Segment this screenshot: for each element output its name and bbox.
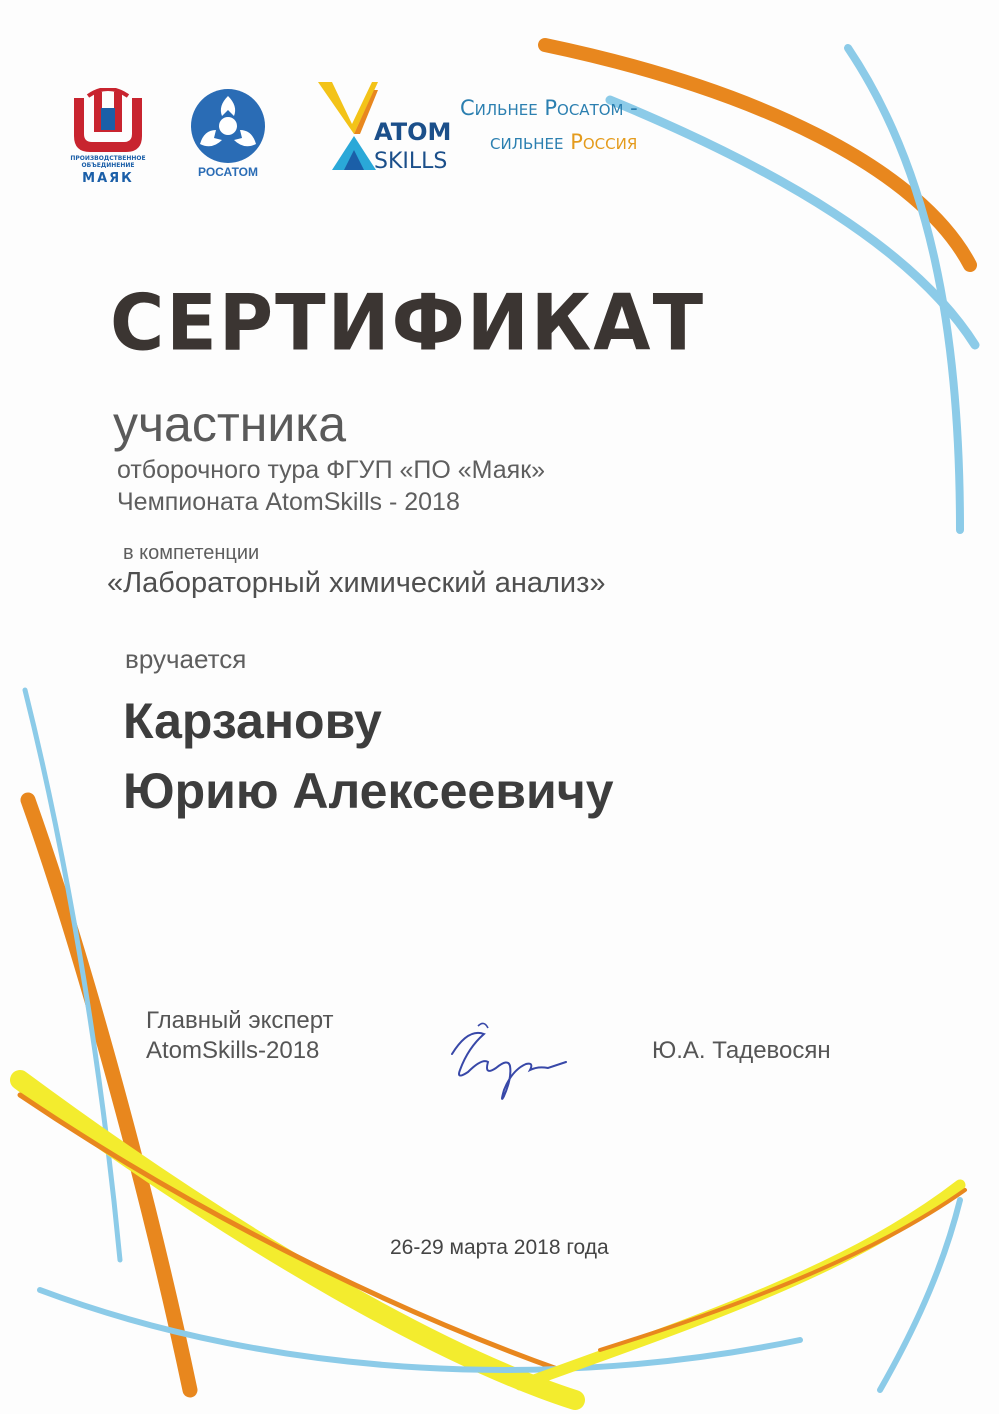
competence-label: в компетенции — [123, 542, 260, 564]
mayak-logo-name: МАЯК — [82, 171, 134, 186]
recipient-surname: Карзанову — [123, 693, 382, 749]
expert-title: Главный эксперт — [146, 1007, 334, 1034]
rosatom-logo — [188, 88, 268, 180]
mayak-logo — [68, 88, 148, 188]
blue-ribbon-right — [848, 48, 960, 530]
mayak-logo-line2: ОБЪЕДИНЕНИЕ — [81, 162, 135, 169]
event-date: 26-29 марта 2018 года — [390, 1236, 609, 1259]
certificate-subtitle: участника — [113, 396, 347, 452]
slogan-line2-prefix: сильнее — [490, 130, 571, 154]
tour-line: отборочного тура ФГУП «ПО «Маяк» — [117, 456, 546, 484]
blue-ribbon-left — [25, 690, 120, 1260]
atomskills-logo — [314, 78, 454, 178]
atomskills-logo-line2: SKILLS — [374, 149, 448, 174]
slogan-line1: Сильнее Росатом - — [460, 96, 638, 120]
awarded-label: вручается — [125, 644, 247, 674]
signer-name: Ю.А. Тадевосян — [652, 1037, 831, 1064]
certificate-title: СЕРТИФИКАТ — [110, 278, 706, 369]
signature — [438, 1018, 578, 1108]
rosatom-logo-label: РОСАТОМ — [198, 165, 258, 179]
competence-name: «Лабораторный химический анализ» — [107, 567, 606, 599]
championship-line: Чемпионата AtomSkills - 2018 — [117, 488, 460, 516]
mayak-logo-line1: ПРОИЗВОДСТВЕННОЕ — [70, 155, 146, 162]
atomskills-logo-line1: ATOM — [374, 118, 452, 146]
expert-event: AtomSkills-2018 — [146, 1037, 320, 1064]
slogan-line2 — [490, 130, 637, 154]
yellow-ribbon-right — [520, 1185, 960, 1385]
slogan-line2-accent: Россия — [570, 130, 638, 154]
recipient-given-names: Юрию Алексеевичу — [123, 763, 614, 819]
